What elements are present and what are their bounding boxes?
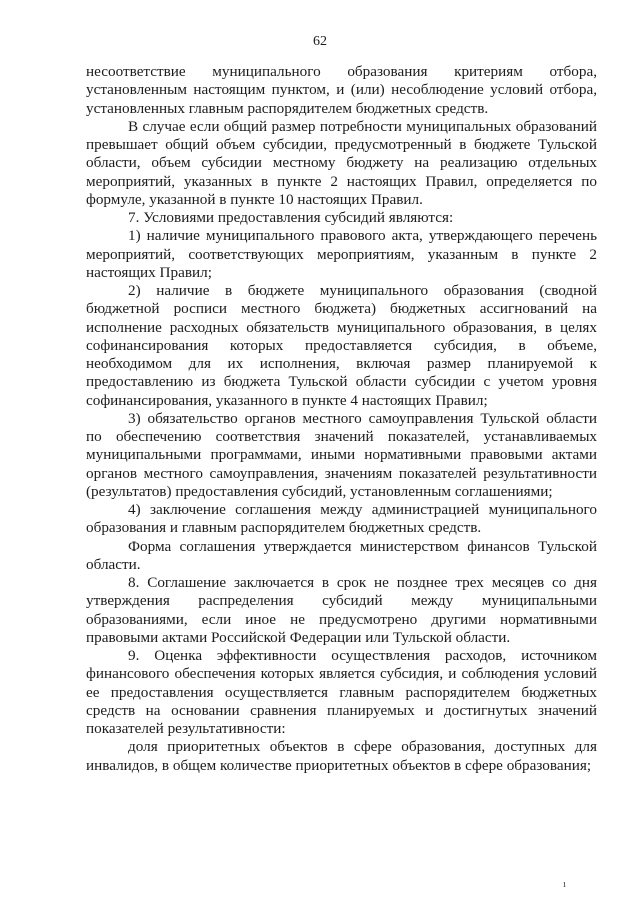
paragraph-item-8: 8. Соглашение заключается в срок не позднее трех месяцев со дня утверждения распределения субсидий между муниципальными образованиями, если иное не предусмотрено другими нормативными правовыми актами Российской Федерации или Тульской области. <box>86 574 597 646</box>
paragraph-item-9: 9. Оценка эффективности осуществления расходов, источником финансового обеспечения которых является субсидия, и соблюдения условий ее предоставления осуществляется главным распорядителем бюджетных средств на основании сравнения планируемых и достигнутых значений показателей результативности: <box>86 647 597 737</box>
paragraph-condition-1: 1) наличие муниципального правового акта, утверждающего перечень мероприятий, соответствующих мероприятиям, указанным в пункте 2 настоящих Правил; <box>86 227 597 281</box>
body-text <box>86 63 597 775</box>
paragraph-condition-3: 3) обязательство органов местного самоуправления Тульской области по обеспечению соответствия значений показателей, устанавливаемых муниципальными программами, иными нормативными правовыми актами органов местного самоуправления, значениям показателей результативности (результатов) предоставления субсидий, установленным соглашениями; <box>86 409 597 500</box>
scan-mark: ı <box>563 878 567 890</box>
page-number: 62 <box>313 34 327 49</box>
paragraph-condition-2: 2) наличие в бюджете муниципального образования (сводной бюджетной росписи местного бюджета) бюджетных ассигнований на исполнение расходных обязательств муниципального образования, в целях софинансирования которых предоставляется субсидия, в объеме, необходимом для их исполнения, включая размер планируемой к предоставлению из бюджета Тульской области субсидии с учетом уровня софинансирования, указанного в пункте 4 настоящих Правил; <box>86 282 597 409</box>
paragraph-agreement-form: Форма соглашения утверждается министерством финансов Тульской области. <box>86 537 597 573</box>
paragraph-item-7-heading: 7. Условиями предоставления субсидий являются: <box>128 209 454 226</box>
paragraph-continuation: несоответствие муниципального образования критериям отбора, установленным настоящим пунктом, и (или) несоблюдение условий отбора, установленных главным распорядителем бюджетных средств. <box>86 63 597 117</box>
paragraph-subsidy-volume: В случае если общий размер потребности муниципальных образований превышает общий объем субсидии, предусмотренный в бюджете Тульской области, объем субсидии местному бюджету на реализацию отдельных мероприятий, указанных в пункте 2 настоящих Правил, определяется по формуле, указанной в пункте 10 настоящих Правил. <box>86 117 597 208</box>
paragraph-indicator: доля приоритетных объектов в сфере образования, доступных для инвалидов, в общем количестве приоритетных объектов в сфере образования; <box>86 738 597 774</box>
paragraph-condition-4: 4) заключение соглашения между администрацией муниципального образования и главным распорядителем бюджетных средств. <box>86 501 597 537</box>
